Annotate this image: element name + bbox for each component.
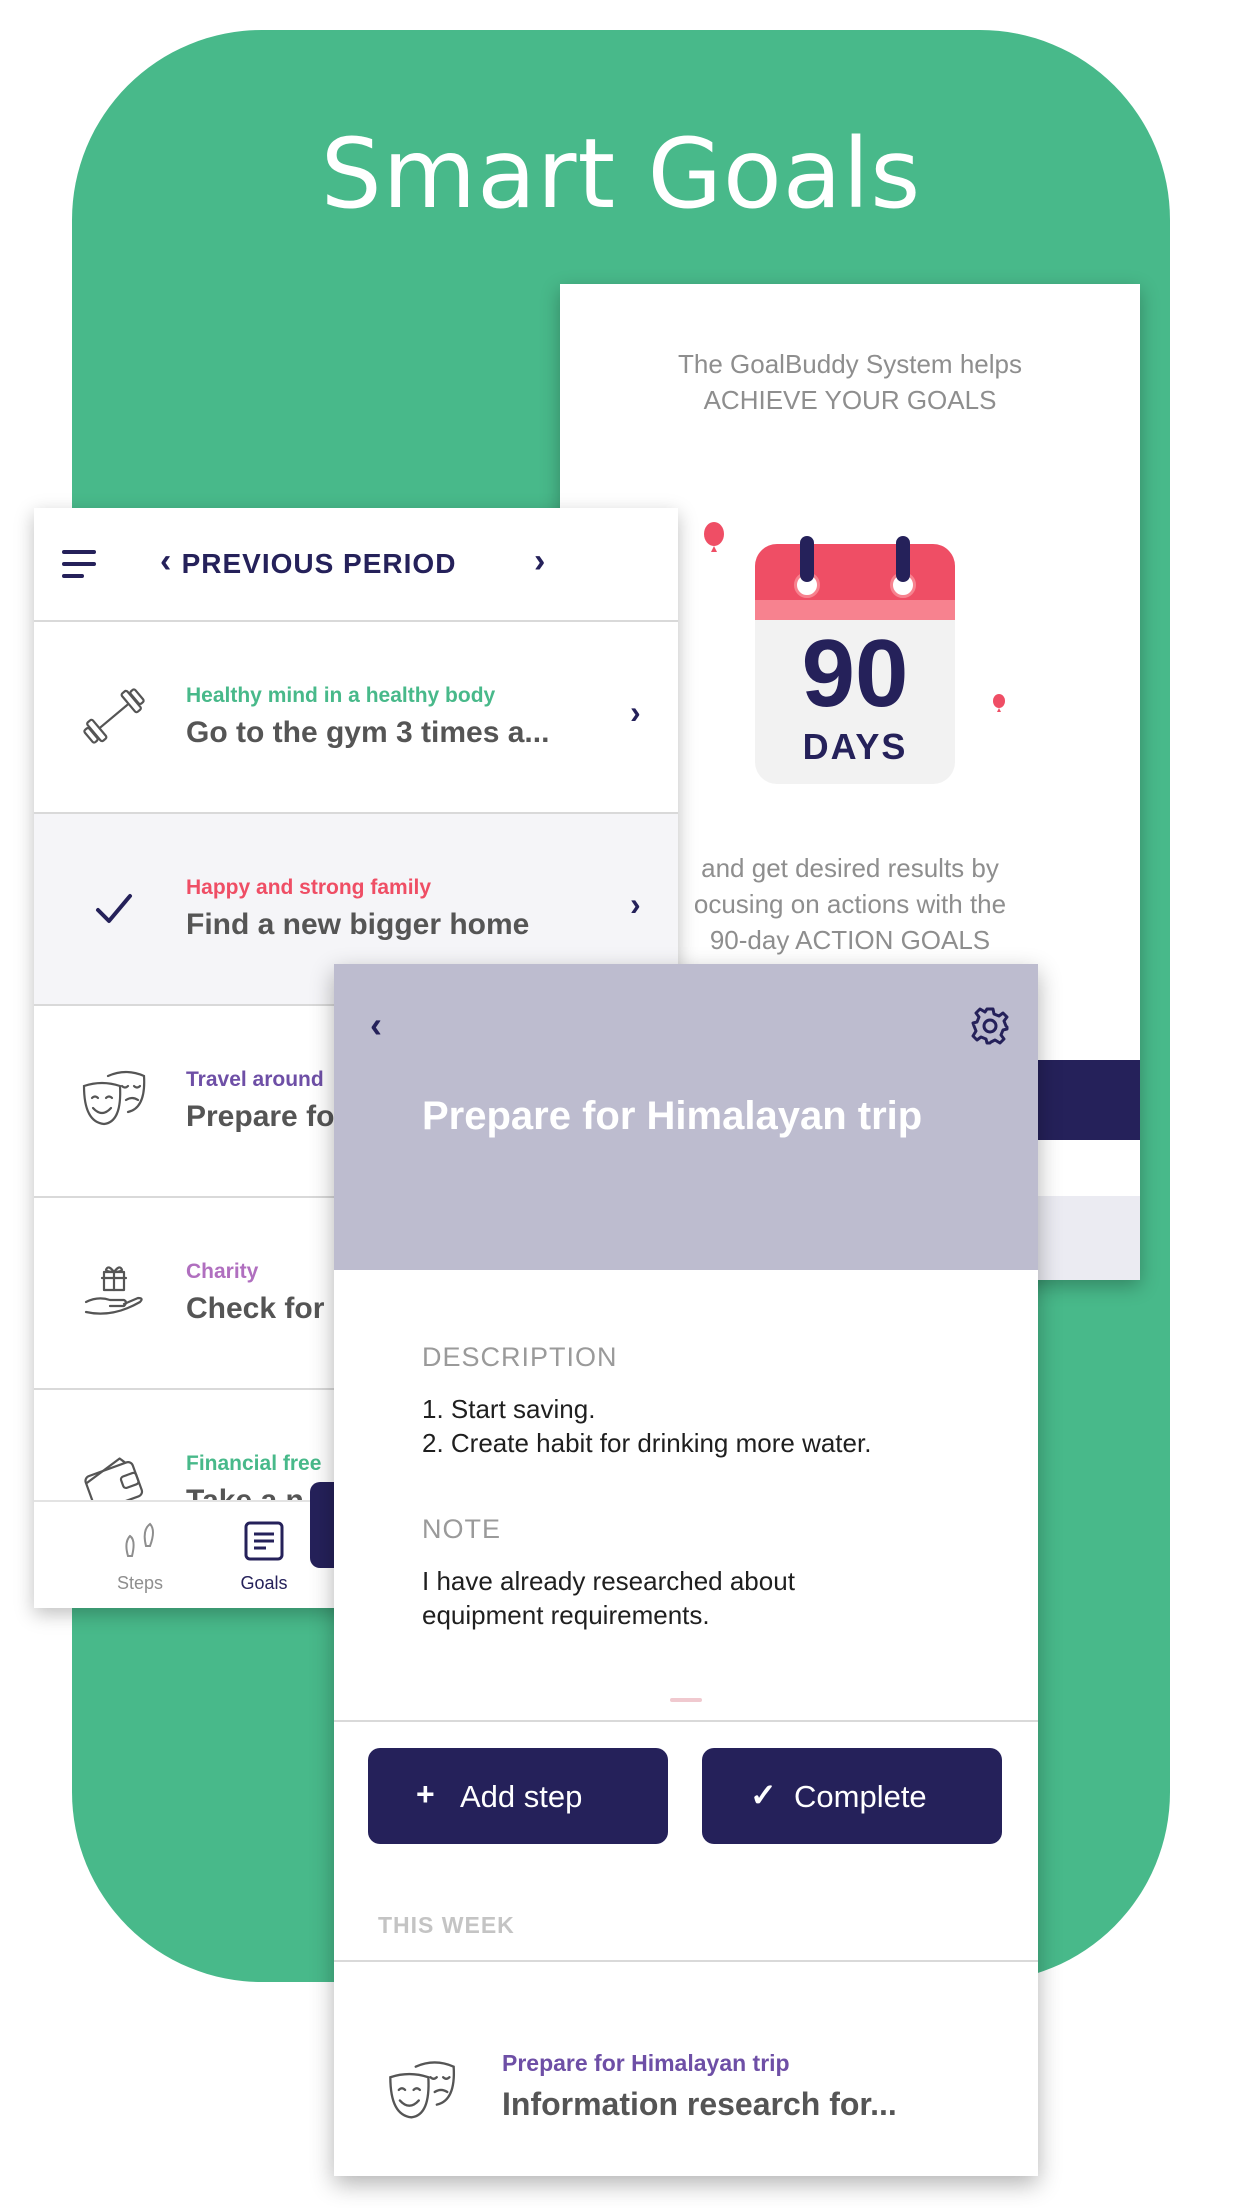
page-headline: Smart Goals <box>320 118 922 230</box>
chevron-right-icon: › <box>630 694 641 730</box>
chevron-right-icon[interactable]: › <box>534 542 546 580</box>
complete-button[interactable] <box>702 1748 1002 1844</box>
tab-label: Goals <box>240 1573 288 1593</box>
tab-goals[interactable] <box>214 1520 314 1594</box>
intro-line-2: ACHIEVE YOUR GOALS <box>703 385 997 415</box>
calendar-number: 90 <box>801 620 909 727</box>
note-line-1: I have already researched about <box>422 1566 795 1596</box>
hamburger-icon[interactable] <box>62 550 98 580</box>
goal-title: Prepare fo <box>186 1100 335 1133</box>
gear-icon[interactable] <box>970 1006 1010 1046</box>
gift-hand-icon <box>78 1256 150 1328</box>
goals-header <box>34 508 678 622</box>
balloon-icon <box>702 522 726 563</box>
intro-body-line-1: and get desired results by <box>701 853 999 883</box>
add-step-button[interactable] <box>368 1748 668 1844</box>
calendar-icon <box>755 544 955 784</box>
note-label: NOTE <box>422 1514 502 1544</box>
chevron-left-icon[interactable]: ‹ <box>160 542 172 580</box>
tab-label: Steps <box>116 1573 164 1593</box>
divider <box>334 1720 1038 1722</box>
goal-title: Go to the gym 3 times a... <box>186 716 550 749</box>
description-label: DESCRIPTION <box>422 1342 618 1372</box>
description-line-1: 1. Start saving. <box>422 1394 596 1424</box>
complete-label: Complete <box>794 1779 927 1814</box>
period-title: PREVIOUS PERIOD <box>181 548 457 579</box>
calendar-unit: DAYS <box>802 726 908 767</box>
goal-category: Financial free <box>186 1452 322 1475</box>
drag-handle[interactable] <box>670 1698 702 1702</box>
description-line-2: 2. Create habit for drinking more water. <box>422 1428 872 1458</box>
goal-category: Travel around <box>186 1068 324 1091</box>
dumbbell-icon <box>78 680 150 752</box>
detail-title: Prepare for Himalayan trip <box>422 1094 923 1138</box>
goal-category: Healthy mind in a healthy body <box>186 684 496 707</box>
step-title: Information research for... <box>502 2086 897 2122</box>
note-line-2: equipment requirements. <box>422 1600 710 1630</box>
goal-detail-screen <box>334 964 1038 2176</box>
checkmark-icon: ✓ <box>750 1777 777 1813</box>
theater-masks-icon <box>78 1064 150 1136</box>
balloon-icon-small <box>992 694 1006 719</box>
goal-category: Happy and strong family <box>186 876 432 899</box>
checkmark-icon <box>78 872 150 944</box>
intro-body-line-3: 90-day ACTION GOALS <box>709 925 991 955</box>
tab-steps[interactable] <box>90 1520 190 1594</box>
chevron-right-icon: › <box>630 886 641 922</box>
add-step-label: Add step <box>460 1779 583 1814</box>
goal-category: Charity <box>186 1260 259 1283</box>
chevron-left-icon[interactable]: ‹ <box>370 1004 382 1045</box>
goal-title: Check for <box>186 1292 325 1325</box>
goal-title: Find a new bigger home <box>186 908 530 941</box>
footsteps-icon <box>120 1549 160 1566</box>
step-goal: Prepare for Himalayan trip <box>502 2050 790 2076</box>
this-week-label: THIS WEEK <box>378 1912 515 1938</box>
divider <box>334 1960 1038 1962</box>
plus-icon: + <box>416 1776 435 1812</box>
theater-masks-icon <box>384 2054 460 2130</box>
goals-document-icon <box>243 1549 285 1566</box>
goal-row[interactable] <box>34 622 678 814</box>
intro-body-line-2: ocusing on actions with the <box>693 889 1007 919</box>
intro-line-1: The GoalBuddy System helps <box>678 349 1022 379</box>
detail-header <box>334 964 1038 1270</box>
